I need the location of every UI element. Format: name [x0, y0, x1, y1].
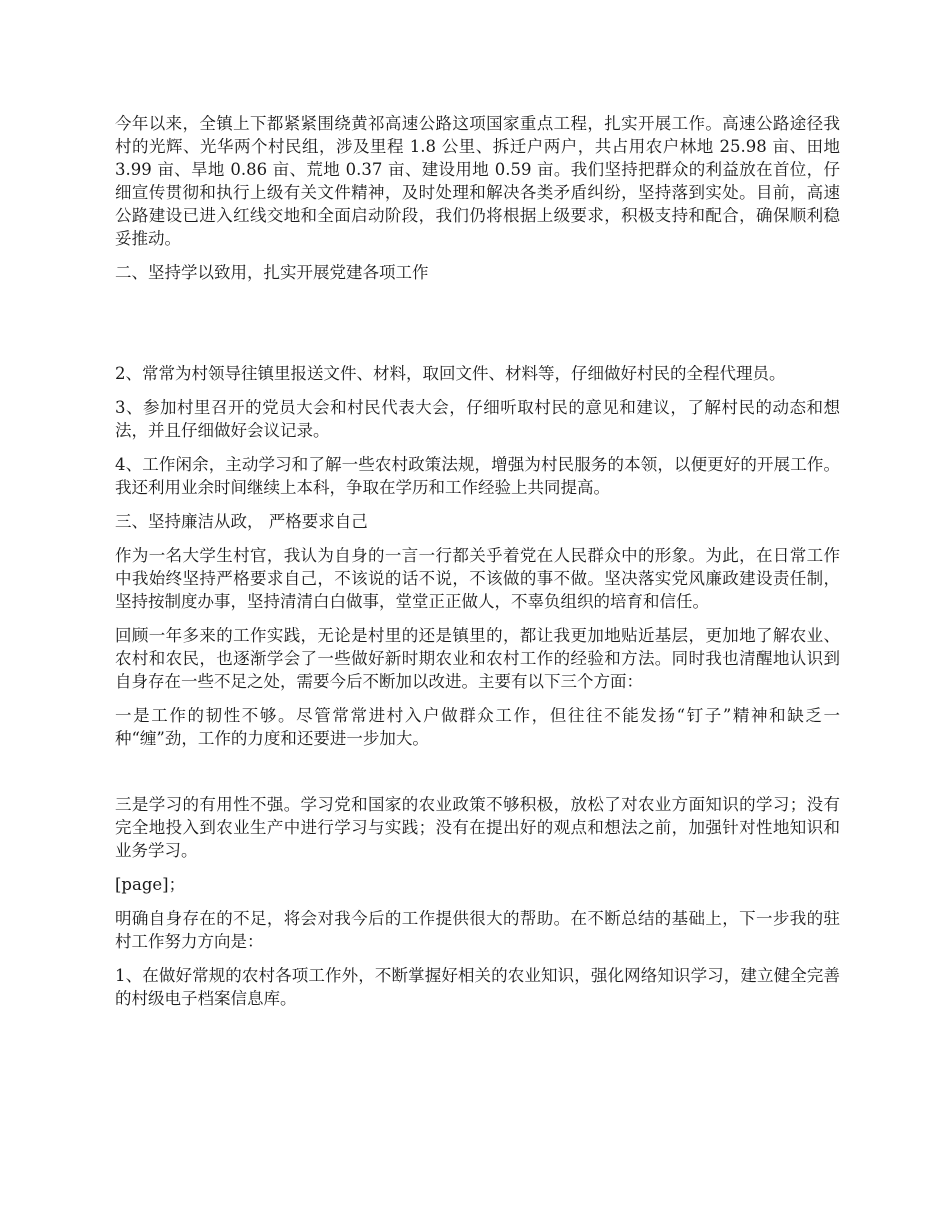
document-body — [115, 112, 840, 1021]
paragraph-shortcoming-1: 一是工作的韧性不够。尽管常常进村入户做群众工作，但往往不能发扬“钉子”精神和缺乏一种“缠”劲，工作的力度和还要进一步加大。 — [115, 706, 840, 748]
list-item-3: 3、参加村里召开的党员大会和村民代表大会，仔细听取村民的意见和建议，了解村民的动态和想法，并且仔细做好会议记录。 — [115, 398, 840, 440]
paragraph-shortcoming-3: 三是学习的有用性不强。学习党和国家的农业政策不够积极，放松了对农业方面知识的学习；没有完全地投入到农业生产中进行学习与实践；没有在提出好的观点和想法之前，加强针对性地知识和业务学习。 — [115, 795, 840, 860]
list-item-4: 4、工作闲余，主动学习和了解一些农村政策法规，增强为村民服务的本领，以便更好的开展工作。我还利用业余时间继续上本科，争取在学历和工作经验上共同提高。 — [115, 455, 840, 497]
paragraph-highway-work: 今年以来，全镇上下都紧紧围绕黄祁高速公路这项国家重点工程，扎实开展工作。高速公路途径我村的光辉、光华两个村民组，涉及里程 1.8 公里、拆迁户两户，共占用农户林地 25.98 亩、田地 3.99 亩、旱地 0.86 亩、荒地 0.37 亩、建设用地 0.59 亩。我们坚持把群众的利益放在首位，仔细宣传贯彻和执行上级有关文件精神，及时处理和解决各类矛盾纠纷，坚持落到实处。目前，高速公路建设已进入红线交地和全面启动阶段，我们仍将根据上级要求，积极支持和配合，确保顺利稳妥推动。 — [115, 114, 840, 248]
direction-item-1: 1、在做好常规的农村各项工作外，不断掌握好相关的农业知识，强化网络知识学习，建立健全完善的村级电子档案信息库。 — [115, 966, 840, 1008]
paragraph-village-official: 作为一名大学生村官，我认为自身的一言一行都关乎着党在人民群众中的形象。为此，在日常工作中我始终坚持严格要求自己，不该说的话不说，不该做的事不做。坚决落实党风廉政建设责任制，坚持按制度办事，坚持清清白白做事，堂堂正正做人，不辜负组织的培育和信任。 — [115, 546, 840, 611]
heading-party-building: 二、坚持学以致用，扎实开展党建各项工作 — [115, 263, 429, 282]
page-marker: [page]； — [115, 875, 186, 894]
blank-space — [115, 295, 840, 362]
heading-integrity: 三、坚持廉洁从政， 严格要求自己 — [115, 512, 368, 531]
paragraph-direction-intro: 明确自身存在的不足，将会对我今后的工作提供很大的帮助。在不断总结的基础上，下一步我的驻村工作努力方向是： — [115, 909, 840, 951]
blank-space — [115, 761, 840, 793]
list-item-2: 2、常常为村领导往镇里报送文件、材料，取回文件、材料等，仔细做好村民的全程代理员。 — [115, 364, 786, 383]
paragraph-review: 回顾一年多来的工作实践，无论是村里的还是镇里的，都让我更加地贴近基层，更加地了解农业、农村和农民，也逐渐学会了一些做好新时期农业和农村工作的经验和方法。同时我也清醒地认识到自身存在一些不足之处，需要今后不断加以改进。主要有以下三个方面： — [115, 626, 840, 691]
